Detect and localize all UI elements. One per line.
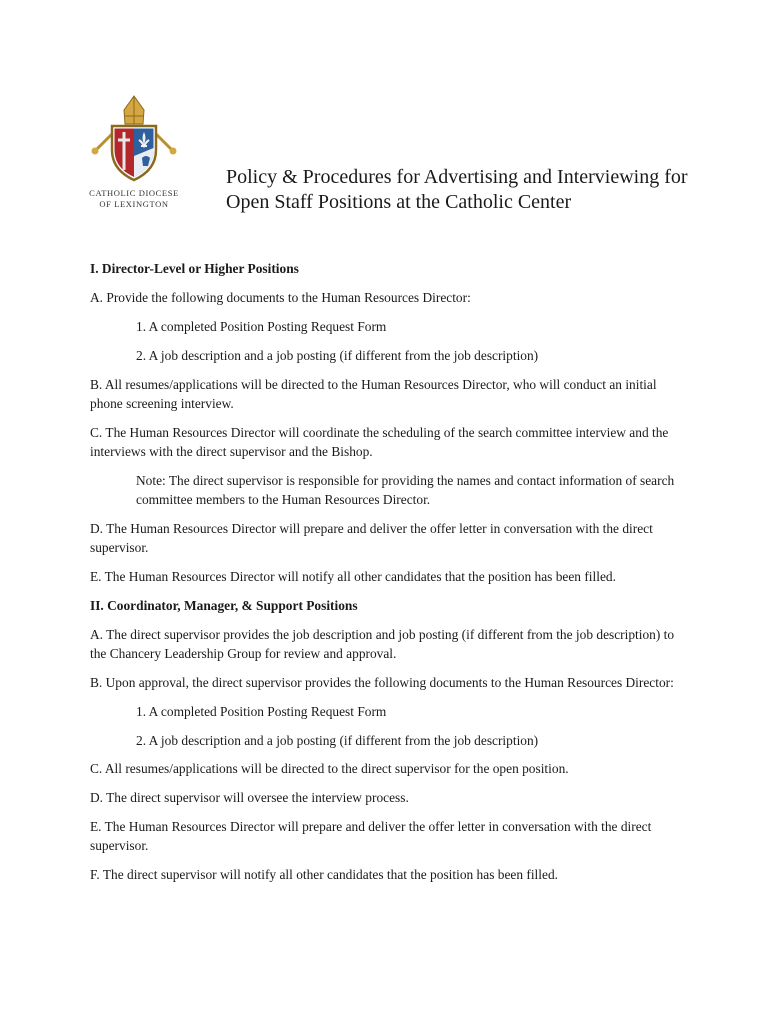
title-line-2: Open Staff Positions at the Catholic Center — [226, 191, 572, 213]
section-1-subitem-2: 2. A job description and a job posting (if different from the job description) — [136, 347, 539, 363]
section-2-item-a: A. The direct supervisor provides the job description and job posting (if different from the job description) to the Chancery Leadership Group for review and approval. — [90, 626, 675, 661]
coat-of-arms-icon — [88, 94, 180, 182]
section-2-item-b: B. Upon approval, the direct supervisor provides the following documents to the Human Resources Director: — [90, 674, 674, 690]
section-1-note: Note: The direct supervisor is responsible for providing the names and contact information of search committee members to the Human Resources Director. — [136, 472, 675, 507]
section-1-item-d: D. The Human Resources Director will prepare and deliver the offer letter in conversation with the direct supervisor. — [90, 520, 653, 556]
title-line-1: Policy & Procedures for Advertising and Interviewing for — [226, 166, 688, 188]
diocese-logo — [88, 94, 180, 210]
section-1-subitem-1: 1. A completed Position Posting Request Form — [136, 318, 387, 334]
document-title — [226, 165, 706, 215]
document-body — [90, 259, 690, 894]
section-1-heading: I. Director-Level or Higher Positions — [90, 261, 299, 276]
section-2-subitem-1: 1. A completed Position Posting Request Form — [136, 703, 387, 719]
section-2-subitem-2: 2. A job description and a job posting (if different from the job description) — [136, 732, 539, 748]
section-2-item-e: E. The Human Resources Director will prepare and deliver the offer letter in conversation with the direct supervisor. — [90, 819, 652, 854]
section-2-item-c: C. All resumes/applications will be directed to the direct supervisor for the open position. — [90, 761, 569, 777]
logo-line-2: OF LEXINGTON — [99, 199, 169, 209]
section-2-item-d: D. The direct supervisor will oversee the interview process. — [90, 790, 409, 806]
section-1-item-c: C. The Human Resources Director will coordinate the scheduling of the search committee interview and the interviews with the direct supervisor and the Bishop. — [90, 424, 669, 459]
logo-text — [88, 188, 180, 210]
logo-line-1: CATHOLIC DIOCESE — [89, 188, 179, 198]
section-2-item-f: F. The direct supervisor will notify all other candidates that the position has been filled. — [90, 867, 558, 883]
section-2-heading: II. Coordinator, Manager, & Support Positions — [90, 597, 358, 613]
section-1-item-b: B. All resumes/applications will be directed to the Human Resources Director, who will conduct an initial phone screening interview. — [90, 376, 657, 411]
section-1-item-e: E. The Human Resources Director will notify all other candidates that the position has been filled. — [90, 568, 616, 584]
section-1-item-a: A. Provide the following documents to the Human Resources Director: — [90, 289, 471, 305]
